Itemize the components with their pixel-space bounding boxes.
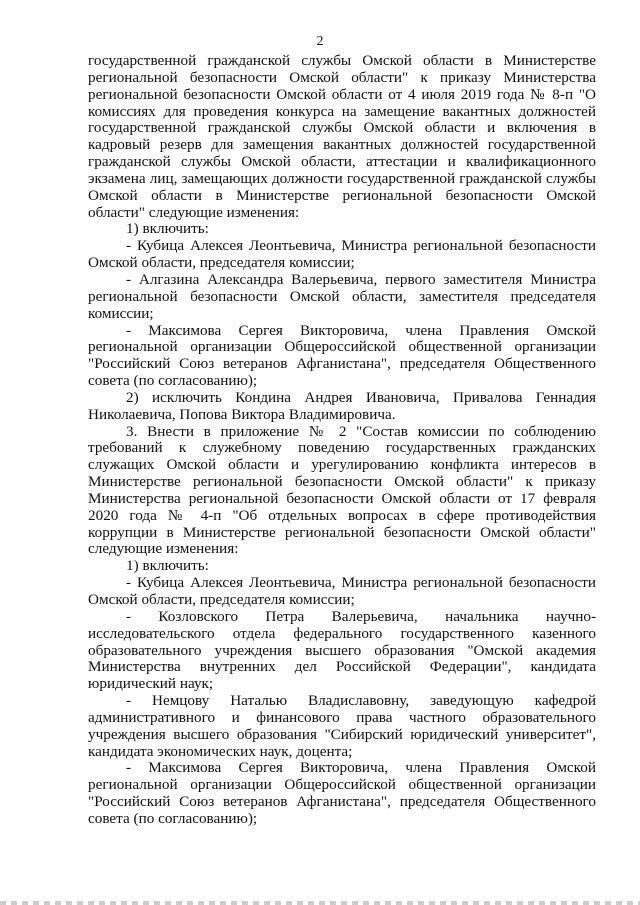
paragraph-item-maksimov: - Максимова Сергея Викторовича, члена Правления Омской региональной организации Общероссийской общественной организации "Российский Союз ветеранов Афганистана", председателя Общественного совета (по согласованию); <box>88 321 596 390</box>
scan-edge-divider <box>0 901 640 905</box>
document-body <box>88 53 596 828</box>
paragraph-item-kubitsa-2: - Кубица Алексея Леонтьевича, Министра региональной безопасности Омской области, председателя комиссии; <box>88 574 596 608</box>
paragraph-include-heading: 1) включить: <box>126 220 209 238</box>
paragraph-exclude: 2) исключить Кондина Андрея Ивановича, Привалова Геннадия Николаевича, Попова Виктора Владимировича. <box>88 388 596 423</box>
paragraph-continuation: государственной гражданской службы Омской области в Министерстве региональной безопасности Омской области" к приказу Министерства региональной безопасности Омской области от 4 июля 2019 года № 8-п "О комиссиях для проведения конкурса на замещение вакантных должностей государственной гражданской службы Омской области и включения в кадровый резерв для замещения вакантных должностей государственной гражданской службы Омской области, аттестации и квалификационного экзамена лиц, замещающих должности государственной гражданской службы Омской области в Министерстве региональной безопасности Омской области" следующие изменения: <box>88 52 596 221</box>
paragraph-item-nemtsova: - Немцову Наталью Владиславовну, заведующую кафедрой административного и финансового права частного образовательного учреждения высшего образования "Сибирский юридический университет", кандидата экономических наук, доцента; <box>88 692 596 760</box>
paragraph-item-kubitsa: - Кубица Алексея Леонтьевича, Министра региональной безопасности Омской области, председателя комиссии; <box>88 237 596 272</box>
paragraph-include-heading-2: 1) включить: <box>126 557 209 575</box>
page-number: 2 <box>316 34 324 49</box>
paragraph-item-kozlovsky: - Козловского Петра Валерьевича, начальника научно-исследовательского отдела федерального государственного казенного образовательного учреждения высшего образования "Омской академия Министерства внутренних дел Российской Федерации", кандидата юридический наук; <box>88 607 596 693</box>
paragraph-item-maksimov-2: - Максимова Сергея Викторовича, члена Правления Омской региональной организации Общероссийской общественной организации "Российский Союз ветеранов Афганистана", председателя Общественного совета (по согласованию); <box>88 759 596 827</box>
paragraph-section-3: 3. Внести в приложение № 2 "Состав комиссии по соблюдению требований к служебному поведению государственных гражданских служащих Омской области и урегулированию конфликта интересов в Министерстве региональной безопасности Омской области" к приказу Министерства региональной безопасности Омской области от 17 февраля 2020 года № 4-п "Об отдельных вопросах в сфере противодействия коррупции в Министерстве региональной безопасности Омской области" следующие изменения: <box>88 422 596 558</box>
paragraph-item-algazin: - Алгазина Александра Валерьевича, первого заместителя Министра региональной безопасности Омской области, заместителя председателя комиссии; <box>88 270 596 322</box>
